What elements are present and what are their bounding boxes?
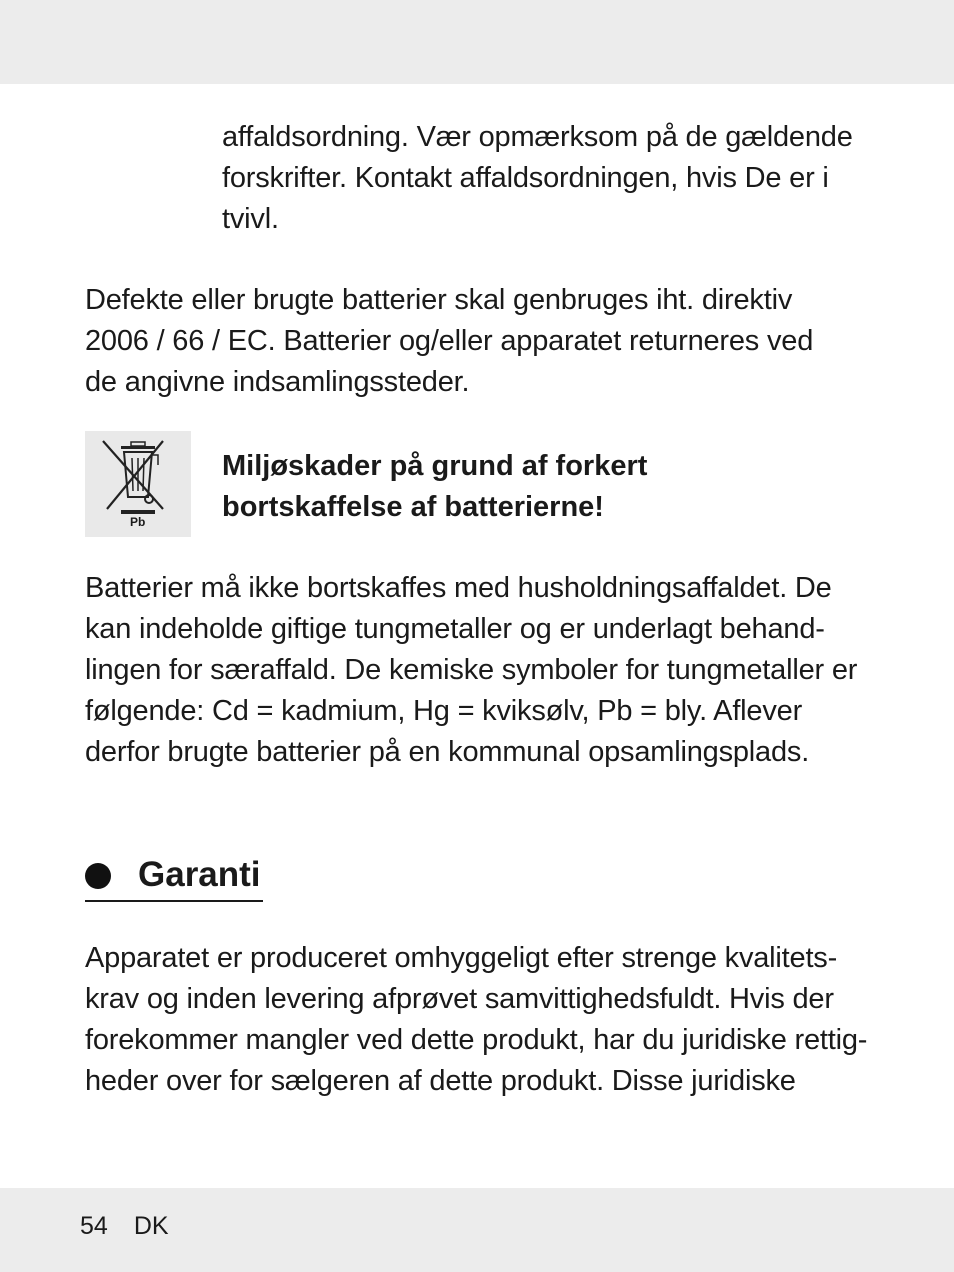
text-line: lingen for særaffald. De kemiske symboler for tungmetaller er [85,654,858,686]
text-line: affaldsordning. Vær opmærksom på de gældende [222,121,853,153]
section-title: Garanti [138,855,261,894]
text-line: Apparatet er produceret omhyggeligt efter strenge kvalitets- [85,942,838,974]
text-line: de angivne indsamlingssteder. [85,366,470,398]
header-band [0,0,954,84]
language-code: DK [133,1212,169,1240]
crossed-out-wheeled-bin-icon [85,431,191,537]
warranty-paragraph [85,938,867,1102]
text-line: Miljøskader på grund af forkert [222,450,648,482]
page-footer [80,1211,169,1241]
page-number: 54 [80,1212,108,1240]
text-line: derfor brugte batterier på en kommunal opsamlingsplads. [85,736,810,768]
text-line: heder over for sælgeren af dette produkt. Disse juridiske [85,1065,796,1097]
text-line: Defekte eller brugte batterier skal genbruges iht. direktiv [85,284,793,316]
text-line: bortskaffelse af batterierne! [222,491,604,523]
text-line: kan indeholde giftige tungmetaller og er underlagt behand- [85,613,825,645]
text-line: 2006 / 66 / EC. Batterier og/eller apparatet returneres ved [85,325,814,357]
directive-paragraph [85,280,813,403]
text-line: forskrifter. Kontakt affaldsordningen, hvis De er i [222,162,829,194]
pb-label: Pb [130,515,146,529]
text-line: Batterier må ikke bortskaffes med husholdningsaffaldet. De [85,572,832,604]
intro-paragraph [222,117,853,240]
bullet-icon [85,863,111,889]
text-line: tvivl. [222,203,279,235]
section-heading-garanti [85,850,263,902]
text-line: krav og inden levering afprøvet samvittighedsfuldt. Hvis der [85,983,834,1015]
text-line: forekommer mangler ved dette produkt, har du juridiske rettig- [85,1024,868,1056]
warning-heading [222,446,647,528]
batteries-paragraph [85,568,857,773]
text-line: følgende: Cd = kadmium, Hg = kviksølv, Pb = bly. Aflever [85,695,803,727]
